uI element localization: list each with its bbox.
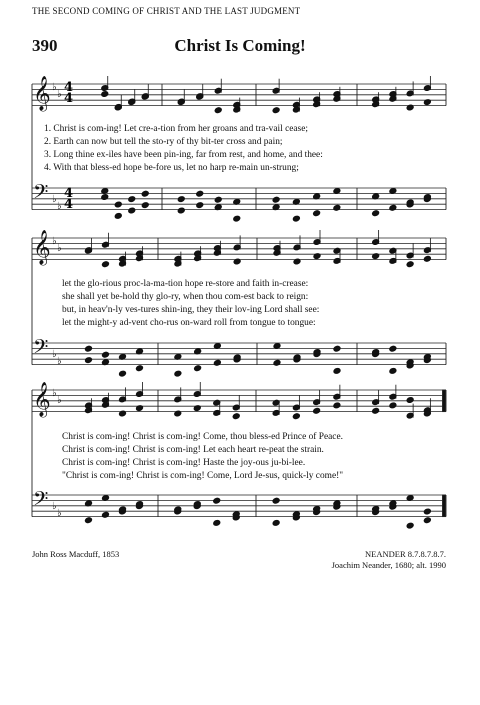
notehead	[213, 359, 221, 366]
notehead	[313, 407, 321, 414]
notehead	[389, 402, 397, 409]
notehead	[194, 365, 202, 372]
time-signature-bottom-bass: 4	[64, 197, 74, 212]
flat-sign: ♭	[52, 236, 57, 247]
notehead	[114, 201, 122, 208]
tune-name: NEANDER 8.7.8.7.8.7.	[365, 549, 446, 559]
notehead	[174, 410, 182, 417]
notehead	[272, 107, 280, 114]
flat-sign: ♭	[57, 356, 62, 367]
notehead	[119, 410, 127, 417]
notehead	[372, 253, 380, 260]
notehead	[102, 351, 110, 358]
notehead	[389, 345, 397, 352]
notehead	[102, 261, 110, 268]
notehead	[213, 520, 221, 527]
notehead	[102, 511, 110, 518]
lyric-line: Christ is com-ing! Christ is com-ing! Come, thou bless-ed Prince of Peace.	[62, 432, 343, 442]
notehead	[423, 508, 431, 515]
notehead	[292, 413, 300, 420]
notehead	[333, 368, 341, 375]
notehead	[177, 196, 185, 203]
flat-sign: ♭	[52, 194, 57, 205]
notehead	[272, 497, 280, 504]
notehead	[406, 397, 414, 404]
notehead	[372, 210, 380, 217]
notehead	[214, 107, 222, 114]
notehead	[85, 517, 93, 524]
notehead	[101, 91, 109, 98]
notehead	[141, 190, 149, 197]
time-signature-bottom: 4	[64, 91, 74, 106]
words-credit: John Ross Macduff, 1853	[32, 549, 120, 559]
notehead	[272, 520, 280, 527]
lyric-line: let the glo-rious proc-la-ma-tion hope re-store and faith in-crease:	[62, 279, 309, 289]
notehead	[389, 204, 397, 211]
flat-sign: ♭	[52, 349, 57, 360]
music-credit	[332, 549, 446, 571]
lyric-line: "Christ is com-ing! Christ is com-ing! Come, Lord Je-sus, quick-ly come!"	[62, 471, 344, 481]
bass-clef: 𝄢	[33, 180, 49, 208]
lyric-line: 4. With that bless-ed hope be-fore us, let no harp re-main un-strung;	[44, 163, 299, 173]
composer-credit: Joachim Neander, 1680; alt. 1990	[331, 560, 446, 570]
notehead	[213, 497, 221, 504]
notehead	[101, 194, 109, 201]
notehead	[233, 215, 241, 222]
final-barline	[443, 495, 446, 517]
flat-sign: ♭	[52, 501, 57, 512]
lyric-line: 1. Christ is com-ing! Let cre-a-tion from her groans and tra-vail cease;	[44, 124, 308, 134]
notehead	[193, 405, 201, 412]
notehead	[333, 402, 341, 409]
flat-sign: ♭	[57, 243, 62, 254]
notehead	[333, 345, 341, 352]
lyric-line: 3. Long thine ex-iles have been pin-ing, far from rest, and home, and thee:	[44, 150, 323, 160]
notehead	[196, 190, 204, 197]
notehead	[406, 261, 414, 268]
notehead	[128, 207, 136, 214]
notehead	[85, 345, 93, 352]
final-barline	[443, 390, 446, 412]
lyric-line: she shall yet be-hold thy glo-ry, when thou com-est back to reign:	[62, 292, 309, 302]
lyric-line: let the might-y ad-vent cho-rus on-ward roll from tongue to tongue:	[62, 318, 316, 328]
hymn-title: Christ Is Coming!	[174, 36, 306, 55]
notehead	[119, 370, 127, 377]
bass-clef: 𝄢	[33, 335, 49, 363]
time-signature-top-bass: 4	[64, 186, 74, 201]
flat-sign: ♭	[57, 395, 62, 406]
treble-clef: 𝄞	[33, 76, 51, 111]
time-signature-top: 4	[64, 80, 74, 95]
notehead	[232, 413, 240, 420]
notehead	[333, 204, 341, 211]
notehead	[214, 196, 222, 203]
notehead	[272, 196, 280, 203]
notehead	[136, 365, 144, 372]
notehead	[423, 99, 431, 106]
notehead	[196, 202, 204, 209]
section-title: THE SECOND COMING OF CHRIST AND THE LAST JUDGMENT	[32, 6, 301, 16]
treble-clef: 𝄞	[33, 230, 51, 265]
notehead	[273, 359, 281, 366]
notehead	[114, 213, 122, 220]
notehead	[292, 215, 300, 222]
lyric-line: Christ is com-ing! Christ is com-ing! Let each heart re-peat the strain.	[62, 445, 324, 455]
notehead	[313, 253, 321, 260]
lyric-line: but, in heav'n-ly ves-tures shin-ing, they their lov-ing Lord shall see:	[62, 305, 320, 315]
notehead	[233, 258, 241, 265]
notehead	[177, 207, 185, 214]
notehead	[293, 258, 301, 265]
flat-sign: ♭	[57, 89, 62, 100]
flat-sign: ♭	[57, 508, 62, 519]
notehead	[313, 210, 321, 217]
notehead	[423, 517, 431, 524]
lyric-line: 2. Earth can now but tell the sto-ry of thy bit-ter cross and pain;	[44, 137, 283, 147]
notehead	[85, 357, 93, 364]
lyric-line: Christ is com-ing! Christ is com-ing! Haste the joy-ous ju-bi-lee.	[62, 458, 306, 468]
notehead	[372, 407, 380, 414]
treble-clef: 𝄞	[33, 382, 51, 417]
notehead	[406, 104, 414, 111]
flat-sign: ♭	[57, 201, 62, 212]
notehead	[423, 255, 431, 262]
flat-sign: ♭	[52, 82, 57, 93]
notehead	[141, 202, 149, 209]
flat-sign: ♭	[52, 388, 57, 399]
notehead	[136, 405, 144, 412]
notehead	[406, 522, 414, 529]
notehead	[389, 368, 397, 375]
hymn-number: 390	[32, 36, 58, 55]
notehead	[174, 370, 182, 377]
bass-clef: 𝄢	[33, 487, 49, 515]
notehead	[128, 196, 136, 203]
